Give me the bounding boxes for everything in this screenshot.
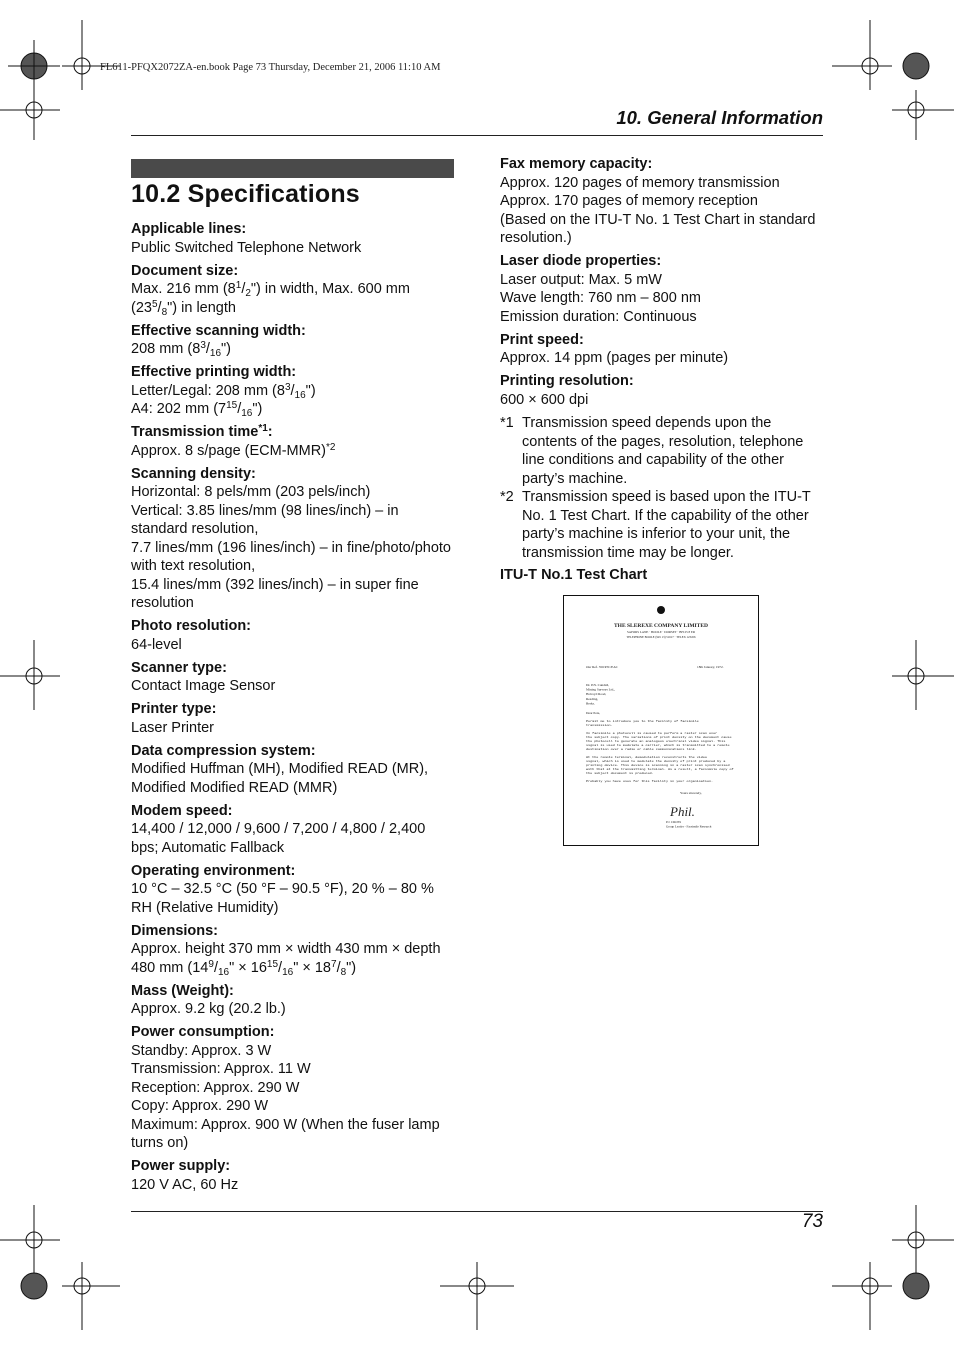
spec-value: Horizontal: 8 pels/mm (203 pels/inch) bbox=[131, 484, 371, 500]
spec-label: Fax memory capacity: bbox=[500, 156, 653, 172]
spec-label: Laser diode properties: bbox=[500, 253, 662, 269]
right-spec bbox=[500, 252, 823, 326]
spec-value: Maximum: Approx. 900 W (When the fuser lamp turns on) bbox=[131, 1116, 440, 1151]
chart-caption: ITU-T No.1 Test Chart bbox=[500, 567, 648, 583]
spec-label: Data compression system: bbox=[131, 742, 316, 759]
tc-body-line: Permit me to introduce you to the facility of facsimile bbox=[586, 719, 699, 723]
tc-signer-line: Group Leader - Facsimile Research bbox=[666, 824, 712, 829]
spec-label: Effective printing width: bbox=[131, 364, 297, 380]
tc-body-line: At the remote terminal, demodulation reconstructs the video bbox=[586, 755, 708, 759]
spec-value: Letter/Legal: 208 mm $(8^3/_{16}")$ bbox=[131, 381, 316, 401]
spec-label: Transmission time$^{*1}$: bbox=[131, 423, 273, 440]
left-spec bbox=[131, 802, 454, 858]
spec-label: Power consumption: bbox=[131, 1024, 275, 1040]
page-heading: 10.2 Specifications bbox=[131, 180, 360, 208]
right-spec bbox=[500, 155, 823, 248]
right-spec bbox=[500, 331, 823, 368]
tc-closing: Yours sincerely, bbox=[680, 791, 702, 795]
spec-label: Photo resolution: bbox=[131, 618, 252, 634]
spec-label: Scanning density: bbox=[131, 465, 256, 482]
left-spec bbox=[131, 862, 454, 918]
tc-body-line: printing device. This device is scanning in a raster scan synchronised bbox=[586, 763, 730, 767]
spec-label: Power supply: bbox=[131, 1158, 231, 1174]
left-spec bbox=[131, 363, 454, 419]
spec-value: Contact Image Sensor bbox=[131, 678, 276, 694]
spec-value: 600 × 600 dpi bbox=[500, 391, 589, 408]
left-spec bbox=[131, 659, 454, 696]
spec-label: Document size: bbox=[131, 262, 239, 279]
spec-label: Printer type: bbox=[131, 701, 217, 717]
spec-label: Scanner type: bbox=[131, 659, 227, 676]
spec-value: 10 °C – 32.5 °C (50 °F – 90.5 °F), 20 % – 80 % RH (Relative Humidity) bbox=[131, 881, 434, 916]
spec-value: 64-level bbox=[131, 636, 182, 653]
spec-label: Dimensions: bbox=[131, 922, 219, 939]
tc-date: 18th January, 1972. bbox=[697, 665, 724, 669]
spec-label: Print speed: bbox=[500, 331, 584, 348]
left-spec bbox=[131, 982, 454, 1019]
spec-value: Transmission: Approx. 11 W bbox=[131, 1061, 311, 1077]
spec-label: Mass (Weight): bbox=[131, 982, 234, 999]
left-spec bbox=[131, 465, 454, 613]
left-spec bbox=[131, 220, 454, 257]
print-slug: FL611-PFQX2072ZA-en.book Page 73 Thursday, December 21, 2006 11:10 AM bbox=[100, 62, 441, 73]
footnote-mark: *1 bbox=[500, 415, 514, 431]
footer-rule bbox=[131, 1211, 823, 1212]
footnote bbox=[500, 488, 823, 562]
tc-phone: TELEPHONE BOOLE (945 13) 51617 · TELEX 123456 bbox=[626, 635, 696, 639]
left-spec bbox=[131, 262, 454, 318]
tc-signature: Phil. bbox=[670, 804, 695, 819]
section-title: 10. General Information bbox=[616, 107, 823, 128]
spec-value: Approx. 14 ppm (pages per minute) bbox=[500, 350, 729, 366]
spec-label: Printing resolution: bbox=[500, 373, 634, 389]
tc-ref: Our Ref. 350/PJC/EAC bbox=[586, 665, 618, 669]
spec-value: Approx. 9.2 kg (20.2 lb.) bbox=[131, 1001, 286, 1017]
spec-value: 120 V AC, 60 Hz bbox=[131, 1176, 239, 1193]
tc-body-line: Probably you have uses for this facility in your organisation. bbox=[586, 779, 714, 783]
spec-value: 15.4 lines/mm (392 lines/inch) – in super fine resolution bbox=[131, 576, 419, 611]
left-spec bbox=[131, 922, 454, 978]
company-logo-icon bbox=[657, 606, 665, 614]
heading-bar bbox=[131, 159, 454, 178]
left-spec bbox=[131, 423, 454, 460]
left-spec bbox=[131, 700, 454, 737]
spec-value: Reception: Approx. 290 W bbox=[131, 1079, 300, 1096]
test-chart-drawing bbox=[564, 596, 758, 845]
left-spec-column bbox=[131, 220, 454, 1199]
left-spec bbox=[131, 1157, 454, 1194]
footnote bbox=[500, 414, 823, 488]
spec-value: A4: 202 mm $(7^{15}/_{16}")$ bbox=[131, 400, 263, 419]
tc-body-line: with that at the transmitting terminal. As a result, a facsimile copy of bbox=[586, 767, 734, 771]
spec-label: Applicable lines: bbox=[131, 221, 247, 237]
page-number: 73 bbox=[801, 1211, 823, 1232]
test-chart-image bbox=[563, 595, 759, 846]
spec-value: 14,400 / 12,000 / 9,600 / 7,200 / 4,800 / 2,400 bps; Automatic Fallback bbox=[131, 821, 426, 856]
tc-recipient-line: Berks. bbox=[586, 701, 595, 706]
tc-body-line: transmission. bbox=[586, 723, 613, 727]
tc-recipient-line: Dr. P.N. Cundall, bbox=[586, 683, 610, 687]
footnote-text: Transmission speed is based upon the ITU-T No. 1 Test Chart. If the capability of the other party’s machine is inferior to your unit, the transmission time may be longer. bbox=[522, 489, 811, 561]
left-spec bbox=[131, 322, 454, 359]
tc-company: THE SLEREXE COMPANY LIMITED bbox=[614, 623, 708, 629]
spec-value: Approx. 120 pages of memory transmission bbox=[500, 174, 780, 191]
spec-label: Modem speed: bbox=[131, 802, 233, 819]
tc-salutation: Dear Pete, bbox=[586, 711, 601, 715]
spec-value: Approx. 170 pages of memory reception bbox=[500, 193, 758, 209]
spec-value: Public Switched Telephone Network bbox=[131, 239, 362, 256]
spec-value: Laser output: Max. 5 mW bbox=[500, 271, 662, 288]
tc-body-line: destination over a radio or cable communications link. bbox=[586, 747, 697, 751]
spec-value: Approx. height 370 mm × width 430 mm × depth 480 mm ($14^9/_{16}$" × $16^{15}/_{16}$" × $18^7/_8$") bbox=[131, 941, 441, 978]
header-rule bbox=[131, 135, 823, 136]
left-spec bbox=[131, 742, 454, 798]
left-spec bbox=[131, 1023, 454, 1153]
spec-value: Wave length: 760 nm – 800 nm bbox=[500, 290, 701, 306]
tc-body-line: the subject document is produced. bbox=[586, 771, 654, 775]
spec-value: Emission duration: Continuous bbox=[500, 308, 697, 325]
spec-label: Operating environment: bbox=[131, 862, 296, 879]
tc-body-line: the photocell to generate an analogous electrical video signal. This bbox=[586, 739, 726, 743]
tc-body-line: signal, which is used to modulate the density of print produced by a bbox=[586, 759, 726, 763]
footnote-mark: *2 bbox=[500, 489, 514, 505]
spec-value: Modified Huffman (MH), Modified READ (MR), Modified Modified READ (MMR) bbox=[131, 761, 429, 796]
spec-value: Vertical: 3.85 lines/mm (98 lines/inch) – in standard resolution, bbox=[131, 502, 399, 537]
right-spec bbox=[500, 372, 823, 409]
spec-value: 7.7 lines/mm (196 lines/inch) – in fine/photo/photo with text resolution, bbox=[131, 539, 451, 574]
spec-value: 208 mm $(8^3/_{16}")$ bbox=[131, 340, 232, 359]
tc-body-line: signal is used to modulate a carrier, which is transmitted to a remote bbox=[586, 743, 730, 747]
spec-label: Effective scanning width: bbox=[131, 322, 306, 339]
spec-value: Standby: Approx. 3 W bbox=[131, 1042, 272, 1059]
tc-recipient-line: Reading, bbox=[586, 696, 599, 701]
footnote-text: Transmission speed depends upon the contents of the pages, resolution, telephone line conditions and capability of the other party’s machine. bbox=[522, 415, 804, 487]
tc-body-line: In facsimile a photocell is caused to perform a raster scan over bbox=[586, 731, 718, 735]
spec-value: Laser Printer bbox=[131, 719, 215, 736]
tc-body-line: the subject copy. The variations of print density on the document cause bbox=[586, 735, 732, 739]
footnotes bbox=[500, 414, 823, 562]
tc-recipient-line: Mining Surveys Ltd., bbox=[586, 687, 616, 692]
tc-address: SAPORS LANE · BOOLE · DORSET · BH 25 8 ER bbox=[627, 630, 695, 634]
spec-value: Copy: Approx. 290 W bbox=[131, 1098, 269, 1114]
left-spec bbox=[131, 617, 454, 654]
spec-value: Approx. 8 s/page $(ECM-MMR)^{*2}$ bbox=[131, 441, 336, 459]
spec-value: Max. 216 mm $(8^1/_2")$ in width, Max. 600 mm $(23^5/_8")$ in length bbox=[131, 280, 410, 318]
right-spec-column bbox=[500, 155, 823, 414]
spec-value: (Based on the ITU-T No. 1 Test Chart in standard resolution.) bbox=[500, 211, 816, 246]
tc-recipient-line: Holroyd Road, bbox=[586, 692, 607, 697]
tc-signer-line: P.J. CROSS bbox=[666, 820, 682, 824]
